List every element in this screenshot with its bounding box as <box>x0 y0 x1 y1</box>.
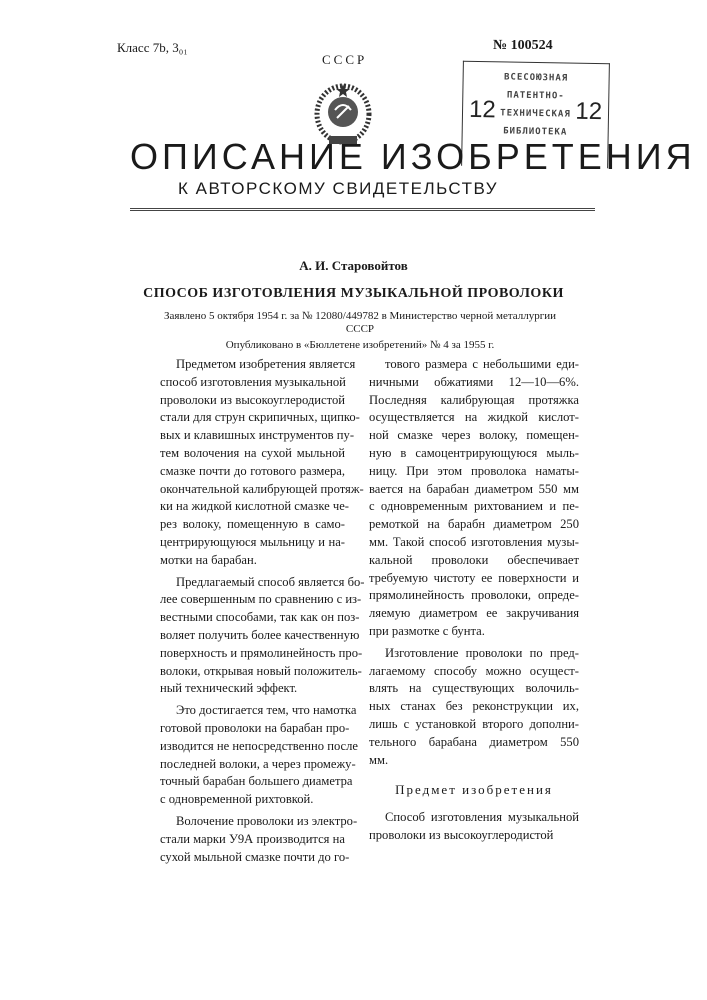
paragraph <box>160 813 345 866</box>
invention-title: СПОСОБ ИЗГОТОВЛЕНИЯ МУЗЫКАЛЬНОЙ ПРОВОЛОКИ <box>0 286 707 302</box>
patent-page <box>0 0 707 1000</box>
text-line: проволоки из высокоуглеродистой <box>160 392 345 410</box>
document-title: ОПИСАНИЕ ИЗОБРЕТЕНИЯ <box>130 136 610 178</box>
text-line: ки на жидкой кислотной смазке че- <box>160 498 345 516</box>
text-line: точный барабан большего диаметра <box>160 773 345 791</box>
paragraph <box>160 702 345 809</box>
text-line: требуемую чистоту ее поверхности и <box>369 570 579 588</box>
text-line: изводится не непосредственно после <box>160 738 345 756</box>
text-line: с одновременной рихтовкой. <box>160 791 345 809</box>
left-column <box>160 356 345 870</box>
text-line: лее совершенным по сравнению с из- <box>160 591 345 609</box>
country-label: СССР <box>322 52 367 68</box>
paragraph <box>160 356 345 570</box>
text-line: при размотке с бунта. <box>369 623 579 641</box>
text-line: ных станах без реконструкции их, <box>369 698 579 716</box>
text-line: тем волочения на сухой мыльной <box>160 445 345 463</box>
filing-line: Заявлено 5 октября 1954 г. за № 12080/449782 в Министерство черной металлургии <box>130 310 590 323</box>
document-subtitle: К АВТОРСКОМУ СВИДЕТЕЛЬСТВУ <box>178 179 498 199</box>
text-line: мм. <box>369 752 579 770</box>
text-line: лагаемому способу можно осущест- <box>369 663 579 681</box>
text-line: осуществляется на жидкой кислот- <box>369 409 579 427</box>
text-line: влять на существующих волочиль- <box>369 680 579 698</box>
stamp-line: ВСЕСОЮЗНАЯ <box>464 72 609 85</box>
text-line: стали для струн скрипичных, щипко- <box>160 409 345 427</box>
text-line: мм. Такой способ изготовления музы- <box>369 534 579 552</box>
header-divider <box>130 208 595 211</box>
text-line: кальной проволоки обеспечивает <box>369 552 579 570</box>
filing-line: СССР <box>130 323 590 336</box>
text-line: центрирующуюся мыльницу и на- <box>160 534 345 552</box>
stamp-number-left: 12 <box>469 96 496 124</box>
text-line: рез волоку, помещенную в само- <box>160 516 345 534</box>
text-line: ной смазке через волоку, помещен- <box>369 427 579 445</box>
text-line: окончательной калибрующей протяж- <box>160 481 345 499</box>
filing-info <box>130 310 590 336</box>
text-line: последней волоки, а через промежу- <box>160 756 345 774</box>
text-line: Изготовление проволоки по пред- <box>369 645 579 663</box>
text-line: готовой проволоки на барабан про- <box>160 720 345 738</box>
patent-number: № 100524 <box>493 38 553 54</box>
text-line: стали марки У9А производится на <box>160 831 345 849</box>
text-line: ную в самоцентрирующуюся мыль- <box>369 445 579 463</box>
text-line: ницу. При этом проволока наматы- <box>369 463 579 481</box>
text-line: поверхность и прямолинейность про- <box>160 645 345 663</box>
text-line: способ изготовления музыкальной <box>160 374 345 392</box>
text-line: с одновременным рихтованием и пе- <box>369 498 579 516</box>
paragraph <box>160 574 345 699</box>
stamp-line: БИБЛИОТЕКА <box>463 126 608 139</box>
stamp-line: ТЕХНИЧЕСКАЯ <box>463 108 608 121</box>
text-line: тового размера с небольшими еди- <box>369 356 579 374</box>
stamp-line: ПАТЕНТНО- <box>463 90 608 103</box>
text-line: ный технический эффект. <box>160 680 345 698</box>
text-line: Способ изготовления музыкальной <box>369 809 579 827</box>
text-line: тельного барабана диаметром 550 <box>369 734 579 752</box>
class-label: Класс 7b, 3₀₁ <box>117 40 188 56</box>
right-column <box>369 356 579 849</box>
text-line: проволоки из высокоуглеродистой <box>369 827 579 845</box>
paragraph <box>369 356 579 641</box>
text-line: смазке почти до готового размера, <box>160 463 345 481</box>
paragraph <box>369 809 579 845</box>
text-line: волоки, открывая новый положитель- <box>160 663 345 681</box>
text-line: Последняя калибрующая протяжка <box>369 392 579 410</box>
text-line: Волочение проволоки из электро- <box>160 813 345 831</box>
text-line: вестными способами, так как он поз- <box>160 609 345 627</box>
text-line: прямолинейность проволоки, опреде- <box>369 587 579 605</box>
text-line: лишь с установкой второго дополни- <box>369 716 579 734</box>
text-line: сухой мыльной смазке почти до го- <box>160 849 345 867</box>
publication-info: Опубликовано в «Бюллетене изобретений» № 4 за 1955 г. <box>130 339 590 351</box>
text-line: Предлагаемый способ является бо- <box>160 574 345 592</box>
text-line: вых и клавишных инструментов пу- <box>160 427 345 445</box>
text-line: Предметом изобретения является <box>160 356 345 374</box>
text-line: ляемую диаметром ее закручивания <box>369 605 579 623</box>
text-line: вается на барабан диаметром 550 мм <box>369 481 579 499</box>
text-line: Это достигается тем, что намотка <box>160 702 345 720</box>
author-name: А. И. Старовойтов <box>0 258 707 274</box>
paragraph <box>369 645 579 770</box>
claims-heading: Предмет изобретения <box>369 781 579 799</box>
text-line: ремоткой на барабн диаметром 250 <box>369 516 579 534</box>
stamp-number-right: 12 <box>575 98 602 126</box>
text-line: мотки на барабан. <box>160 552 345 570</box>
text-line: ничными обжатиями 12—10—6%. <box>369 374 579 392</box>
text-line: воляет получить более качественную <box>160 627 345 645</box>
